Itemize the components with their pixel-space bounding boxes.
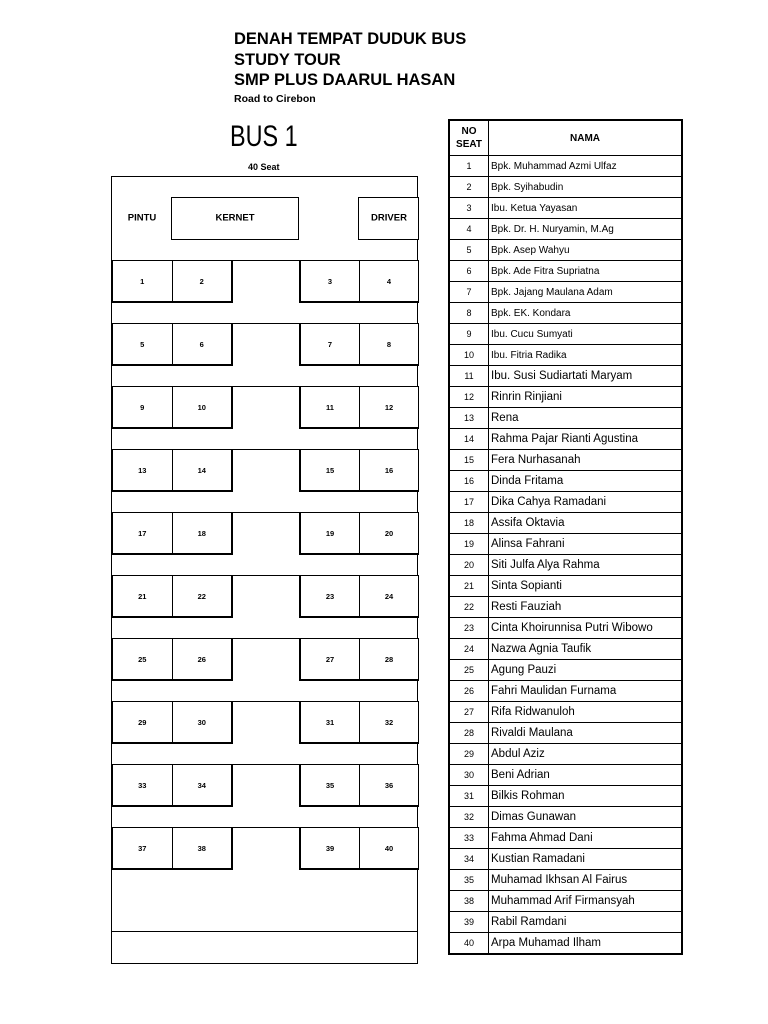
seat-number-cell: 18 bbox=[449, 513, 489, 534]
seat-number-cell: 10 bbox=[449, 345, 489, 366]
table-row bbox=[449, 198, 682, 219]
name-cell: Kustian Ramadani bbox=[489, 849, 683, 870]
table-row bbox=[449, 576, 682, 597]
seat-number-cell: 11 bbox=[449, 366, 489, 387]
name-cell: Agung Pauzi bbox=[489, 660, 683, 681]
seat: 18 bbox=[172, 513, 232, 553]
name-cell: Rifa Ridwanuloh bbox=[489, 702, 683, 723]
seat: 20 bbox=[359, 513, 418, 553]
name-cell: Assifa Oktavia bbox=[489, 513, 683, 534]
seat: 27 bbox=[325, 654, 335, 664]
name-cell: Rivaldi Maulana bbox=[489, 723, 683, 744]
name-cell: Bpk. EK. Kondara bbox=[489, 303, 683, 324]
seat-number-cell: 35 bbox=[449, 870, 489, 891]
table-row bbox=[449, 933, 682, 955]
name-cell: Bpk. Jajang Maulana Adam bbox=[489, 282, 683, 303]
seat: 28 bbox=[359, 639, 418, 679]
seat: 2 bbox=[172, 261, 232, 301]
seat: 40 bbox=[359, 828, 418, 868]
table-header-row bbox=[449, 120, 682, 156]
seat-pair-right bbox=[299, 701, 419, 744]
seat: 21 bbox=[138, 591, 147, 601]
route-label: Road to Cirebon bbox=[234, 93, 316, 105]
name-cell: Bpk. Muhammad Azmi Ulfaz bbox=[489, 156, 683, 177]
seat: 1 bbox=[140, 276, 145, 286]
seat-number-cell: 19 bbox=[449, 534, 489, 555]
name-cell: Siti Julfa Alya Rahma bbox=[489, 555, 683, 576]
name-cell: Bpk. Asep Wahyu bbox=[489, 240, 683, 261]
table-row bbox=[449, 765, 682, 786]
name-cell: Ibu. Fitria Radika bbox=[489, 345, 683, 366]
seat: 26 bbox=[172, 639, 232, 679]
name-cell: Muhammad Arif Firmansyah bbox=[489, 891, 683, 912]
seat-number-cell: 38 bbox=[449, 891, 489, 912]
seat: 35 bbox=[325, 780, 335, 790]
seat-number-cell: 25 bbox=[449, 660, 489, 681]
name-cell: Rena bbox=[489, 408, 683, 429]
seat: 31 bbox=[325, 717, 335, 727]
name-cell: Ibu. Cucu Sumyati bbox=[489, 324, 683, 345]
seat-pair-right bbox=[299, 323, 419, 366]
table-row bbox=[449, 660, 682, 681]
name-cell: Ibu. Susi Sudiartati Maryam bbox=[489, 366, 683, 387]
name-cell: Nazwa Agnia Taufik bbox=[489, 639, 683, 660]
table-row bbox=[449, 366, 682, 387]
seat-number-cell: 4 bbox=[449, 219, 489, 240]
seat: 12 bbox=[359, 387, 418, 427]
seat: 15 bbox=[325, 465, 335, 475]
seat-number-cell: 7 bbox=[449, 282, 489, 303]
seat-number-cell: 27 bbox=[449, 702, 489, 723]
table-row bbox=[449, 681, 682, 702]
table-row bbox=[449, 639, 682, 660]
name-cell: Arpa Muhamad Ilham bbox=[489, 933, 683, 955]
seat: 16 bbox=[359, 450, 418, 490]
seat-number-cell: 32 bbox=[449, 807, 489, 828]
table-row bbox=[449, 429, 682, 450]
seat-number-cell: 23 bbox=[449, 618, 489, 639]
table-row bbox=[449, 450, 682, 471]
seat: 17 bbox=[138, 528, 147, 538]
table-row bbox=[449, 912, 682, 933]
name-cell: Bilkis Rohman bbox=[489, 786, 683, 807]
name-cell: Fahma Ahmad Dani bbox=[489, 828, 683, 849]
name-cell: Dinda Fritama bbox=[489, 471, 683, 492]
table-row bbox=[449, 534, 682, 555]
table-row bbox=[449, 240, 682, 261]
name-cell: Rinrin Rinjiani bbox=[489, 387, 683, 408]
seat-pair-right bbox=[299, 386, 419, 429]
driver-label: DRIVER bbox=[371, 212, 407, 224]
driver-box bbox=[358, 197, 419, 240]
table-row bbox=[449, 744, 682, 765]
seat-number-cell: 6 bbox=[449, 261, 489, 282]
seat: 4 bbox=[359, 261, 418, 301]
table-row bbox=[449, 891, 682, 912]
seat-number-cell: 8 bbox=[449, 303, 489, 324]
no-seat-header: NO SEAT bbox=[449, 120, 489, 156]
seat-number-cell: 2 bbox=[449, 177, 489, 198]
conductor-box bbox=[171, 197, 299, 240]
seat-number-cell: 34 bbox=[449, 849, 489, 870]
table-row bbox=[449, 870, 682, 891]
seat-pair-right bbox=[299, 827, 419, 870]
seat-number-cell: 16 bbox=[449, 471, 489, 492]
seat-pair-left bbox=[112, 512, 233, 555]
name-cell: Abdul Aziz bbox=[489, 744, 683, 765]
table-row bbox=[449, 723, 682, 744]
seat-number-cell: 22 bbox=[449, 597, 489, 618]
name-cell: Muhamad Ikhsan Al Fairus bbox=[489, 870, 683, 891]
seat-pair-left bbox=[112, 638, 233, 681]
table-row bbox=[449, 786, 682, 807]
name-cell: Bpk. Dr. H. Nuryamin, M.Ag bbox=[489, 219, 683, 240]
seat-pair-right bbox=[299, 449, 419, 492]
seat-assignment-table bbox=[448, 119, 683, 955]
seat-pair-left bbox=[112, 386, 233, 429]
seat-pair-right bbox=[299, 638, 419, 681]
seat-pair-left bbox=[112, 764, 233, 807]
name-cell: Cinta Khoirunnisa Putri Wibowo bbox=[489, 618, 683, 639]
seat: 9 bbox=[140, 402, 145, 412]
name-cell: Fera Nurhasanah bbox=[489, 450, 683, 471]
seat-number-cell: 30 bbox=[449, 765, 489, 786]
table-row bbox=[449, 219, 682, 240]
seat: 33 bbox=[138, 780, 147, 790]
seat: 39 bbox=[325, 843, 335, 853]
document-title: DENAH TEMPAT DUDUK BUS bbox=[234, 30, 467, 48]
seat: 23 bbox=[325, 591, 335, 601]
door-label: PINTU bbox=[127, 212, 157, 224]
seat: 19 bbox=[325, 528, 335, 538]
table-row bbox=[449, 282, 682, 303]
seat: 11 bbox=[326, 402, 334, 412]
seat-number-cell: 28 bbox=[449, 723, 489, 744]
name-cell: Bpk. Ade Fitra Supriatna bbox=[489, 261, 683, 282]
seat: 3 bbox=[327, 276, 333, 286]
name-cell: Beni Adrian bbox=[489, 765, 683, 786]
name-cell: Alinsa Fahrani bbox=[489, 534, 683, 555]
seat-number-cell: 40 bbox=[449, 933, 489, 955]
table-row bbox=[449, 324, 682, 345]
name-cell: Ibu. Ketua Yayasan bbox=[489, 198, 683, 219]
table-row bbox=[449, 177, 682, 198]
seat: 5 bbox=[140, 339, 145, 349]
seat-pair-right bbox=[299, 764, 419, 807]
seat: 14 bbox=[172, 450, 232, 490]
seat-number-cell: 26 bbox=[449, 681, 489, 702]
seat-number-cell: 5 bbox=[449, 240, 489, 261]
seat-pair-right bbox=[299, 575, 419, 618]
event-title: STUDY TOUR bbox=[234, 51, 341, 69]
rear-divider bbox=[112, 931, 417, 932]
seat: 7 bbox=[327, 339, 333, 349]
seat-number-cell: 31 bbox=[449, 786, 489, 807]
seat: 38 bbox=[172, 828, 232, 868]
seat: 25 bbox=[138, 654, 147, 664]
seat-pair-left bbox=[112, 449, 233, 492]
table-row bbox=[449, 555, 682, 576]
name-header: NAMA bbox=[489, 120, 683, 156]
seat-number-cell: 14 bbox=[449, 429, 489, 450]
seat-number-cell: 21 bbox=[449, 576, 489, 597]
seat: 32 bbox=[359, 702, 418, 742]
seat: 13 bbox=[138, 465, 147, 475]
seat-number-cell: 29 bbox=[449, 744, 489, 765]
seat: 24 bbox=[359, 576, 418, 616]
seat-pair-left bbox=[112, 701, 233, 744]
seat-pair-right bbox=[299, 512, 419, 555]
seat: 37 bbox=[138, 843, 147, 853]
seat-number-cell: 24 bbox=[449, 639, 489, 660]
seat-number-cell: 17 bbox=[449, 492, 489, 513]
table-row bbox=[449, 618, 682, 639]
table-row bbox=[449, 828, 682, 849]
name-cell: Dika Cahya Ramadani bbox=[489, 492, 683, 513]
table-row bbox=[449, 492, 682, 513]
seat: 36 bbox=[359, 765, 418, 805]
seat-pair-left bbox=[112, 323, 233, 366]
table-row bbox=[449, 513, 682, 534]
seat-number-cell: 33 bbox=[449, 828, 489, 849]
seat-number-cell: 12 bbox=[449, 387, 489, 408]
seat: 6 bbox=[172, 324, 232, 364]
table-row bbox=[449, 807, 682, 828]
table-row bbox=[449, 156, 682, 177]
name-cell: Resti Fauziah bbox=[489, 597, 683, 618]
table-row bbox=[449, 303, 682, 324]
seat: 34 bbox=[172, 765, 232, 805]
seat-number-cell: 20 bbox=[449, 555, 489, 576]
conductor-label: KERNET bbox=[215, 212, 255, 224]
table-row bbox=[449, 345, 682, 366]
seat: 29 bbox=[138, 717, 147, 727]
seat-number-cell: 3 bbox=[449, 198, 489, 219]
seat: 30 bbox=[172, 702, 232, 742]
seat-count: 40 Seat bbox=[248, 162, 280, 172]
table-row bbox=[449, 387, 682, 408]
name-cell: Fahri Maulidan Furnama bbox=[489, 681, 683, 702]
table-row bbox=[449, 597, 682, 618]
table-row bbox=[449, 261, 682, 282]
seat-pair-left bbox=[112, 827, 233, 870]
seat-number-cell: 13 bbox=[449, 408, 489, 429]
name-cell: Bpk. Syihabudin bbox=[489, 177, 683, 198]
seat-pair-left bbox=[112, 575, 233, 618]
name-cell: Sinta Sopianti bbox=[489, 576, 683, 597]
table-row bbox=[449, 849, 682, 870]
bus-title: BUS 1 bbox=[230, 120, 298, 153]
seat-pair-left bbox=[112, 260, 233, 303]
table-row bbox=[449, 471, 682, 492]
name-cell: Rabil Ramdani bbox=[489, 912, 683, 933]
seat: 8 bbox=[359, 324, 418, 364]
seat-number-cell: 1 bbox=[449, 156, 489, 177]
seat-number-cell: 15 bbox=[449, 450, 489, 471]
seat: 10 bbox=[172, 387, 232, 427]
seat-pair-right bbox=[299, 260, 419, 303]
seat: 22 bbox=[172, 576, 232, 616]
name-cell: Rahma Pajar Rianti Agustina bbox=[489, 429, 683, 450]
name-cell: Dimas Gunawan bbox=[489, 807, 683, 828]
school-name: SMP PLUS DAARUL HASAN bbox=[234, 71, 456, 89]
table-row bbox=[449, 702, 682, 723]
seat-number-cell: 39 bbox=[449, 912, 489, 933]
seat-number-cell: 9 bbox=[449, 324, 489, 345]
table-row bbox=[449, 408, 682, 429]
bus-seat-layout bbox=[111, 176, 418, 964]
